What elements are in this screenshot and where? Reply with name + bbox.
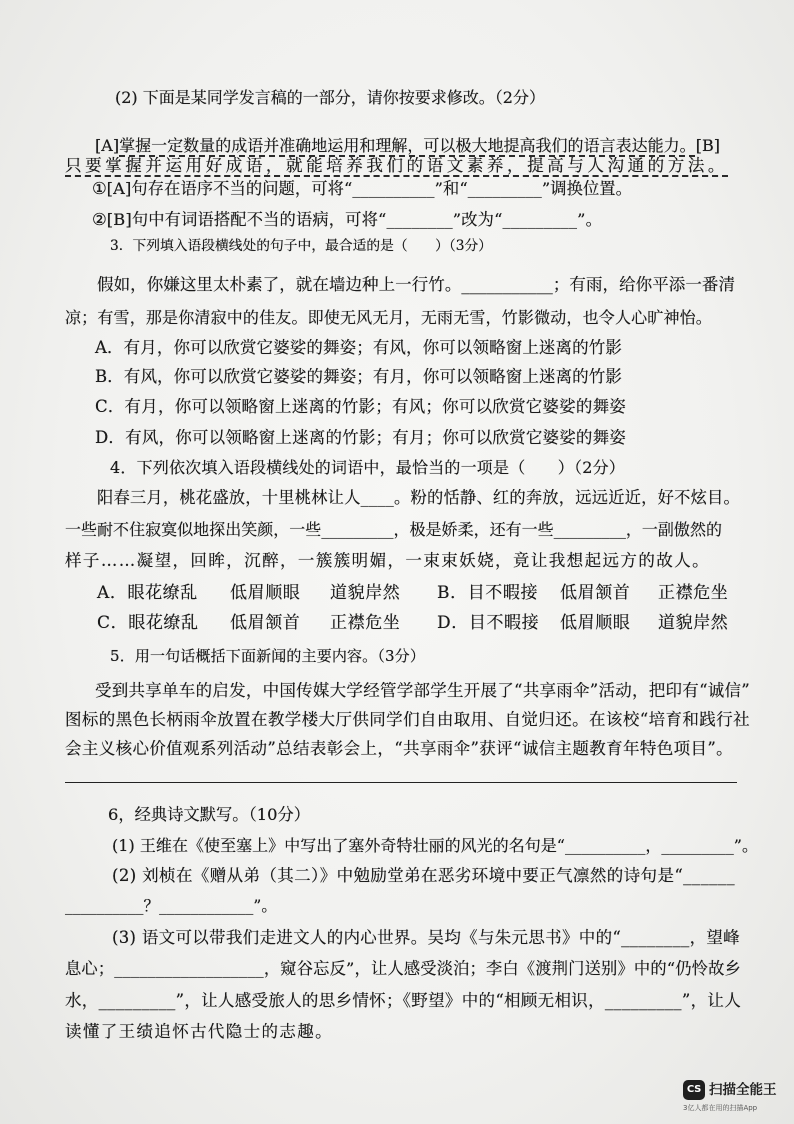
question-6-part-3-line: 水，_________”，让人感受旅人的思乡情怀；《野望》中的“相顾无相识，_________”，让人: [65, 991, 741, 1010]
question-5-news-line: 图标的黑色长柄雨伞放置在教学楼大厅供同学们自由取用、自觉归还。在该校“培育和践行社: [65, 710, 750, 729]
question-4-option-d-word-3: 道貌岸然: [658, 613, 729, 633]
question-3-stem: 3．下列填入语段横线处的句子中，最合适的是（ ）（3分）: [110, 238, 492, 254]
draft-line-1: [95, 135, 720, 156]
question-3-option-d: D．有风，你可以领略窗上迷离的竹影；有月；你可以欣赏它婆娑的舞姿: [95, 428, 626, 447]
question-4-option-a-word-3: 道貌岸然: [330, 583, 401, 603]
question-4-option-c-word-3: 正襟危坐: [330, 613, 401, 633]
option-word: 目不暇接: [467, 583, 539, 603]
question-4-passage-line: 阳春三月，桃花盛放，十里桃林让人____。粉的恬静、红的奔放，远远近近，好不炫目。: [97, 488, 740, 507]
question-4-option-b-word-2: 低眉颔首: [560, 583, 631, 603]
scanner-tagline: 3亿人都在用的扫描App: [683, 1104, 758, 1112]
question-3-option-c: C．有月，你可以领略窗上迷离的竹影；有风；你可以欣赏它婆娑的舞姿: [95, 397, 626, 416]
question-6-part-2-line: __________？____________”。: [65, 897, 277, 915]
question-4-option-c-word-1: [97, 613, 199, 634]
question-6-part-3-line: 息心；__________________，窥谷忘反”，让人感受淡泊；李白《渡荆门送别》中的“仍怜故乡: [65, 959, 741, 978]
option-word: 眼花缭乱: [128, 613, 199, 633]
task-1: ①[A]句存在语序不当的问题，可将“__________”和“_________”调换位置。: [92, 179, 632, 198]
question-6-part-2-line: (2) 刘桢在《赠从弟（其二）》中勉励堂弟在恶劣环境中要正气凛然的诗句是“______: [112, 866, 735, 885]
option-letter: B．: [437, 583, 468, 603]
question-3-passage-line: 假如，你嫌这里太朴素了，就在墙边种上一行竹。___________；有雨，给你平添一番清: [97, 275, 735, 294]
question-6-part-3-line: 读懂了王绩追怀古代隐士的志趣。: [65, 1022, 333, 1041]
question-6-part-3-line: (3) 语文可以带我们走进文人的内心世界。吴均《与朱元思书》中的“________，望峰: [112, 928, 740, 947]
sentence-a-text: 掌握一定数量的成语并准确地运用和理解，可以极大地提高我们的语言表达能力。: [119, 136, 696, 155]
task-2: ②[B]句中有词语搭配不当的语病，可将“________”改为“_________”。: [92, 210, 602, 229]
question-4-passage-line: 一些耐不住寂寞似地探出笑颜，一些_________，极是娇柔，还有一些_________，一副傲然的: [65, 520, 722, 539]
option-word: 目不暇接: [468, 613, 540, 633]
option-letter: D．: [437, 613, 469, 633]
scanner-brand-name: 扫描全能王: [709, 1082, 777, 1098]
question-5-news-line: 受到共享单车的启发，中国传媒大学经管学部学生开展了“共享雨伞”活动，把印有“诚信”: [95, 681, 750, 700]
question-6-part-1: (1) 王维在《使至塞上》中写出了塞外奇特壮丽的风光的名句是“__________，_________”。: [112, 836, 758, 855]
sentence-b-text: 只要掌握并运用好成语，就能培养我们的语文素养，提高与人沟通的方法。: [65, 156, 728, 175]
question-5-news-line: 会主义核心价值观系列活动”总结表彰会上，“共享雨伞”获评“诚信主题教育年特色项目”。: [65, 739, 733, 758]
question-3-option-a: A．有月，你可以欣赏它婆娑的舞姿；有风，你可以领略窗上迷离的竹影: [95, 338, 622, 357]
question-4-option-a-word-2: 低眉顺眼: [230, 583, 301, 603]
question-5-stem: 5．用一句话概括下面新闻的主要内容。（3分）: [110, 647, 425, 665]
question-3-option-b: B．有风，你可以欣赏它婆娑的舞姿；有月，你可以领略窗上迷离的竹影: [95, 367, 622, 386]
question-2-2-stem: (2) 下面是某同学发言稿的一部分，请你按要求修改。（2分）: [115, 88, 545, 107]
question-4-option-a-word-1: [97, 583, 198, 604]
question-4-option-d-word-1: [437, 613, 539, 634]
question-4-option-d-word-2: 低眉顺眼: [560, 613, 631, 633]
question-4-option-c-word-2: 低眉颔首: [230, 613, 301, 633]
sentence-a-marker: [A]: [95, 136, 120, 155]
option-letter: C．: [97, 613, 129, 633]
option-word: 眼花缭乱: [127, 583, 198, 603]
answer-line: [65, 782, 737, 783]
option-letter: A．: [97, 583, 128, 603]
camscanner-logo-icon: CS: [683, 1080, 705, 1100]
question-4-option-b-word-1: [437, 583, 538, 604]
question-4-passage-line: 样子……凝望，回眸，沉醉，一簇簇明媚，一束束妖娆，竟让我想起远方的故人。: [65, 551, 710, 570]
question-3-passage-line: 凉；有雪，那是你清寂中的佳友。即使无风无月，无雨无雪，竹影微动，也令人心旷神怡。: [65, 308, 712, 327]
question-4-option-b-word-3: 正襟危坐: [658, 583, 729, 603]
question-6-stem: 6，经典诗文默写。（10分）: [108, 805, 310, 824]
sentence-b-marker: [B]: [695, 136, 720, 155]
question-4-stem: 4．下列依次填入语段横线处的词语中，最恰当的一项是（ ）（2分）: [110, 458, 625, 477]
